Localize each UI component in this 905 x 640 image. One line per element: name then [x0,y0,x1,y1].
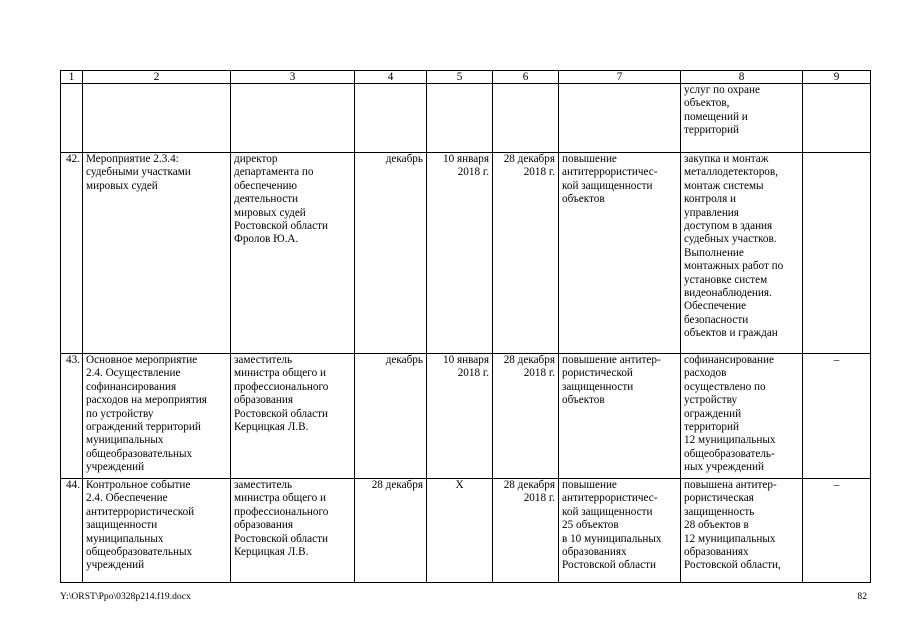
actual-result-cell: закупка и монтаж металлодетекторов, монтаж системы контроля и управления доступом в здания судебных участков. Выполнение монтажных работ по установке систем видеонаблюдения. Обеспечение безопасности объектов и граждан [681,153,803,354]
expected-result-cell: повышение антитеррористичес- кой защищенности объектов [559,153,681,354]
col-header-4: 4 [355,71,427,84]
deadline-cell [355,84,427,153]
table-row [61,354,871,479]
row-number [61,84,83,153]
note-cell: – [803,354,871,479]
responsible-cell [231,84,355,153]
start-date-cell: 10 января 2018 г. [427,153,493,354]
start-date-cell [427,84,493,153]
expected-result-cell: повышение антитеррористичес- кой защищенности 25 объектов в 10 муниципальных образованиях Ростовской области [559,479,681,583]
expected-result-cell [559,84,681,153]
actual-result-cell: софинансирование расходов осуществлено по устройству ограждений территорий 12 муниципальных общеобразователь- ных учреждений [681,354,803,479]
actual-result-cell: услуг по охране объектов, помещений и территорий [681,84,803,153]
deadline-cell: 28 декабря [355,479,427,583]
actual-result-cell: повышена антитер- рористическая защищенность 28 объектов в 12 муниципальных образованиях Ростовской области, [681,479,803,583]
event-cell: Мероприятие 2.3.4: судебными участками мировых судей [83,153,231,354]
event-cell: Основное мероприятие 2.4. Осуществление софинансирования расходов на мероприятия по устройству ограждений территорий муниципальных общеобразовательных учреждений [83,354,231,479]
deadline-cell: декабрь [355,153,427,354]
expected-result-cell: повышение антитер- рористической защищенности объектов [559,354,681,479]
table-row [61,479,871,583]
event-cell: Контрольное событие 2.4. Обеспечение антитеррористической защищенности муниципальных общеобразовательных учреждений [83,479,231,583]
end-date-cell [493,84,559,153]
col-header-3: 3 [231,71,355,84]
col-header-6: 6 [493,71,559,84]
start-date-cell: Х [427,479,493,583]
responsible-cell: заместитель министра общего и профессионального образования Ростовской области Керцицкая Л.В. [231,479,355,583]
end-date-cell: 28 декабря 2018 г. [493,153,559,354]
col-header-7: 7 [559,71,681,84]
note-cell: – [803,479,871,583]
end-date-cell: 28 декабря 2018 г. [493,479,559,583]
start-date-cell: 10 января 2018 г. [427,354,493,479]
file-path-footer: Y:\ORST\Ppo\0328p214.f19.docx [60,591,191,602]
col-header-8: 8 [681,71,803,84]
deadline-cell: декабрь [355,354,427,479]
report-table [60,70,871,583]
note-cell [803,153,871,354]
col-header-1: 1 [61,71,83,84]
page-number: 82 [857,591,867,602]
responsible-cell: директор департамента по обеспечению деятельности мировых судей Ростовской области Фролов Ю.А. [231,153,355,354]
col-header-2: 2 [83,71,231,84]
table-row [61,153,871,354]
col-header-5: 5 [427,71,493,84]
row-number: 44. [61,479,83,583]
event-cell [83,84,231,153]
responsible-cell: заместитель министра общего и профессионального образования Ростовской области Керцицкая Л.В. [231,354,355,479]
row-number: 42. [61,153,83,354]
end-date-cell: 28 декабря 2018 г. [493,354,559,479]
row-number: 43. [61,354,83,479]
table-row [61,84,871,153]
note-cell [803,84,871,153]
column-number-row [61,71,871,84]
col-header-9: 9 [803,71,871,84]
